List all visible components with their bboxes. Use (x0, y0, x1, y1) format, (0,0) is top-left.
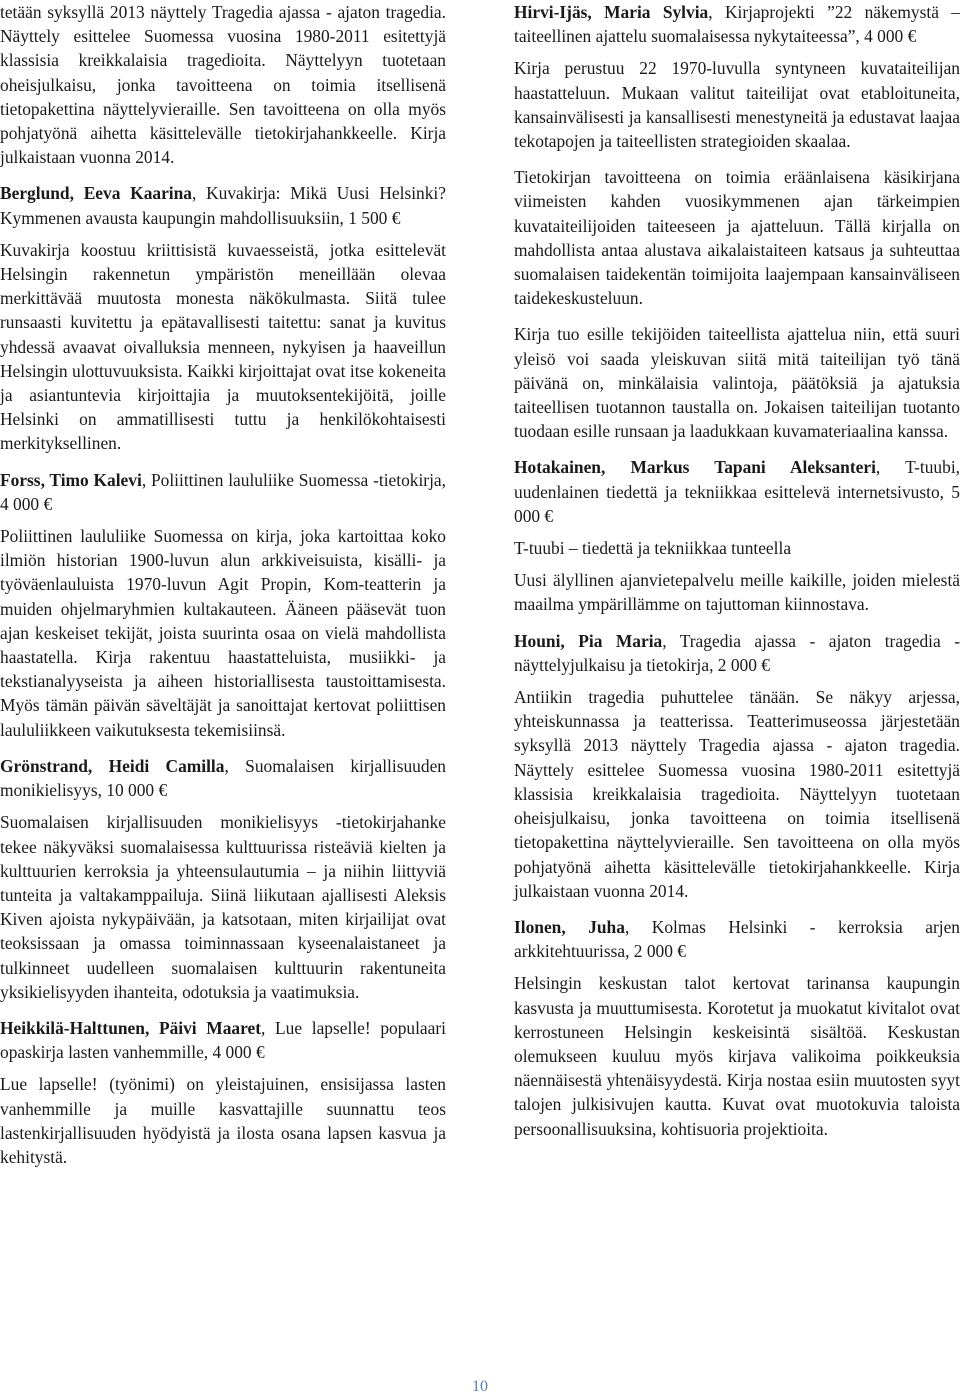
grantee-name: Hirvi-Ijäs, Maria Sylvia (514, 2, 709, 22)
paragraph: Kirja perustuu 22 1970-luvulla syntyneen kuvataiteilijan haastatteluun. Mukaan valitut taiteilijat ovat etabloituneita, kansainvälisesti ja kansallisesti menestyneitä ja edustavat laajaa tekotapojen ja taiteellisten strategioiden skaalaa. (514, 58, 960, 152)
grant-project-title: , Kolmas Helsinki - kerroksia arjen arkkitehtuurissa, 2 000 € (514, 916, 960, 962)
grant-entry-heading (0, 468, 446, 516)
paragraph: Uusi älyllinen ajanvietepalvelu meille kaikille, joiden mielestä maailma ympärillämme on tajuttoman kiinnostava. (514, 570, 960, 615)
paragraph: Poliittinen laululiike Suomessa on kirja, joka kartoittaa koko ilmiön historian 1900-luvun alun arkkiveisuista, kisälli- ja työväenlauluista 1970-luvun Agit Propin, Kom-teatterin ja muiden ohjelmaryhmien kultakauteen. Ääneen pääsevät tuon ajan keskeiset tekijät, joista suurinta osaa on vielä mahdollista haastatella. Kirja rakentuu haastatteluista, musiikki- ja tekstianalyyseista ja aiheen historiallisesta taustoittamisesta. Myös tämän päivän säveltäjät ja sanoittajat kertovat poliittisen laululiikkeen vaikutuksesta tekemisiinsä. (0, 526, 446, 740)
grant-project-title: , Kirjaprojekti ”22 näkemystä – taiteellinen ajattelu suomalaisessa nykytaiteessa”, 4 000 € (514, 2, 960, 47)
grant-entry-heading (0, 181, 446, 229)
grantee-name: Berglund, Eeva Kaarina (0, 183, 192, 204)
paragraph: T-tuubi – tiedettä ja tekniikkaa tunteella (514, 538, 792, 559)
grantee-name: Grönstrand, Heidi Camilla (0, 755, 225, 776)
grantee-name: Ilonen, Juha (514, 916, 625, 937)
grantee-name: Hotakainen, Markus Tapani Aleksanteri (514, 457, 876, 478)
paragraph: Kirja tuo esille tekijöiden taiteellista ajattelua niin, että suuri yleisö voi saada yleiskuvan siitä mitä taiteilijan työ tänä päivänä on, minkälaisia valintoja, päätöksiä ja ajatuksia taiteellisen tuotannon taustalla on. Jokaisen taiteilijan tuotanto tuodaan esille runsaan ja laadukkaan kuvamateriaalina kanssa. (514, 324, 960, 442)
right-column (514, 0, 960, 1153)
paragraph: Suomalaisen kirjallisuuden monikielisyys -tietokirjahanke tekee näkyväksi suomalaisessa kulttuurissa risteäviä kielten ja kulttuurien kerroksia ja yhteensulautumia – ja niihin liittyviä tunteita ja valtakamppailuja. Siinä liikutaan ajallisesti Aleksis Kiven ajoista nykypäivään, ja katsotaan, miten kirjailijat ovat teoksissaan ja omassa toiminnassaan kyseenalaistaneet ja tulkinneet uudelleen suomalaisen kulttuurin rakentuneita yksikielisyyden ihanteita, odotuksia ja vaatimuksia. (0, 812, 446, 1002)
grant-entry-heading (0, 1016, 446, 1064)
grant-project-title: , Poliittinen laululiike Suomessa -tietokirja, 4 000 € (0, 469, 446, 514)
grantee-name: Heikkilä-Halttunen, Päivi Maaret (0, 1017, 262, 1038)
paragraph: Tietokirjan tavoitteena on toimia eräänlaisena käsikirjana viimeisten kahden vuosikymmenen ajan tärkeimpien kuvataiteilijoiden taiteeseen ja ajatteluun. Tällä kirjalla on mahdollista antaa alustava aikalaistaiteen katsaus ja suhteuttaa suomalaisen taidekentän toimijoita laajempaan kansainväliseen taidekeskusteluun. (514, 167, 960, 309)
grant-project-title: , Suomalaisen kirjallisuuden monikielisyys, 10 000 € (0, 755, 446, 801)
grant-project-title: , Tragedia ajassa - ajaton tragedia -näyttelyjulkaisu ja tietokirja, 2 000 € (514, 630, 960, 675)
paragraph: Kuvakirja koostuu kriittisistä kuvaesseistä, jotka esittelevät Helsingin rakennetun ympäristön meneillään olevaa merkittävää muutosta monesta näkökulmasta. Siitä tulee runsaasti kuvitettu ja epätavallisesti taitettu: sanat ja kuvitus yhdessä avaavat oivalluksia menneen, nykyisen ja haaveillun Helsingin ulottuvuuksista. Kaikki kirjoittajat ovat itse kokeneita ja asiantuntevia kirjoittajia ja muutoksentekijöitä, joille Helsinki on ammatillisesti tuttu ja henkilökohtaisesti merkityksellinen. (0, 239, 446, 454)
grant-entry-heading (0, 754, 446, 802)
grantee-name: Houni, Pia Maria (514, 630, 663, 651)
paragraph: Lue lapselle! (työnimi) on yleistajuinen, ensisijassa lasten vanhemmille ja muille kasvattajille suunnattu teos lastenkirjallisuuden hyödyistä ja ilosta osana lapsen kasvua ja kehitystä. (0, 1074, 446, 1167)
grant-project-title: , Lue lapselle! populaari opaskirja lasten vanhemmille, 4 000 € (0, 1017, 446, 1063)
grant-entry-heading (514, 0, 960, 48)
grant-entry-heading (514, 455, 960, 528)
grant-project-title: , T-tuubi, uudenlainen tiedettä ja tekniikkaa esittelevä internetsivusto, 5 000 € (514, 457, 960, 526)
grantee-name: Forss, Timo Kalevi (0, 469, 142, 490)
grant-project-title: , Kuvakirja: Mikä Uusi Helsinki? Kymmenen avausta kaupungin mahdollisuuksiin, 1 500 € (0, 183, 446, 228)
paragraph: Antiikin tragedia puhuttelee tänään. Se näkyy arjessa, yhteiskunnassa ja teatterissa. Teatterimuseossa järjestetään syksyllä 2013 näyttely Tragedia ajassa - ajaton tragedia. Näyttely esittelee Suomessa vuosina 1980-2011 esitettyjä klassisia kreikkalaisia tragedioita. Näyttelyyn tuotetaan oheisjulkaisu, jonka tavoitteena on toimia itsellisenä tietopakettina näyttelyvieraille. Sen tavoitteena on olla myös pohjatyönä aihetta käsittelevälle tietokirjahankkeelle. Kirja julkaistaan vuonna 2014. (514, 687, 960, 901)
left-column (0, 0, 446, 1181)
grant-entry-heading (514, 629, 960, 677)
page-number: 10 (472, 1378, 488, 1395)
paragraph: tetään syksyllä 2013 näyttely Tragedia ajassa - ajaton tragedia. Näyttely esittelee Suomessa vuosina 1980-2011 esitettyjä klassisia kreikkalaisia tragedioita. Näyttelyyn tuotetaan oheisjulkaisu, jonka tavoitteena on toimia itsellisenä tietopakettina näyttelyvieraille. Sen tavoitteena on olla myös pohjatyönä aihetta käsittelevälle tietokirjahankkeelle. Kirja julkaistaan vuonna 2014. (0, 2, 446, 168)
grant-entry-heading (514, 915, 960, 963)
paragraph: Helsingin keskustan talot kertovat tarinansa kaupungin kasvusta ja muuttumisesta. Korotetut ja muokatut kivitalot ovat kerrostuneen Helsingin keskeisintä sisältöä. Keskustan olemukseen kuuluu myös kirjava valikoima poikkeuksia näennäisestä yhtenäisyydestä. Kirja nostaa esiin muutosten syyt talojen julkisivujen kautta. Kuvat ovat muotokuvia taloista persoonallisuuksina, kohtisuoria projektioita. (514, 973, 960, 1139)
